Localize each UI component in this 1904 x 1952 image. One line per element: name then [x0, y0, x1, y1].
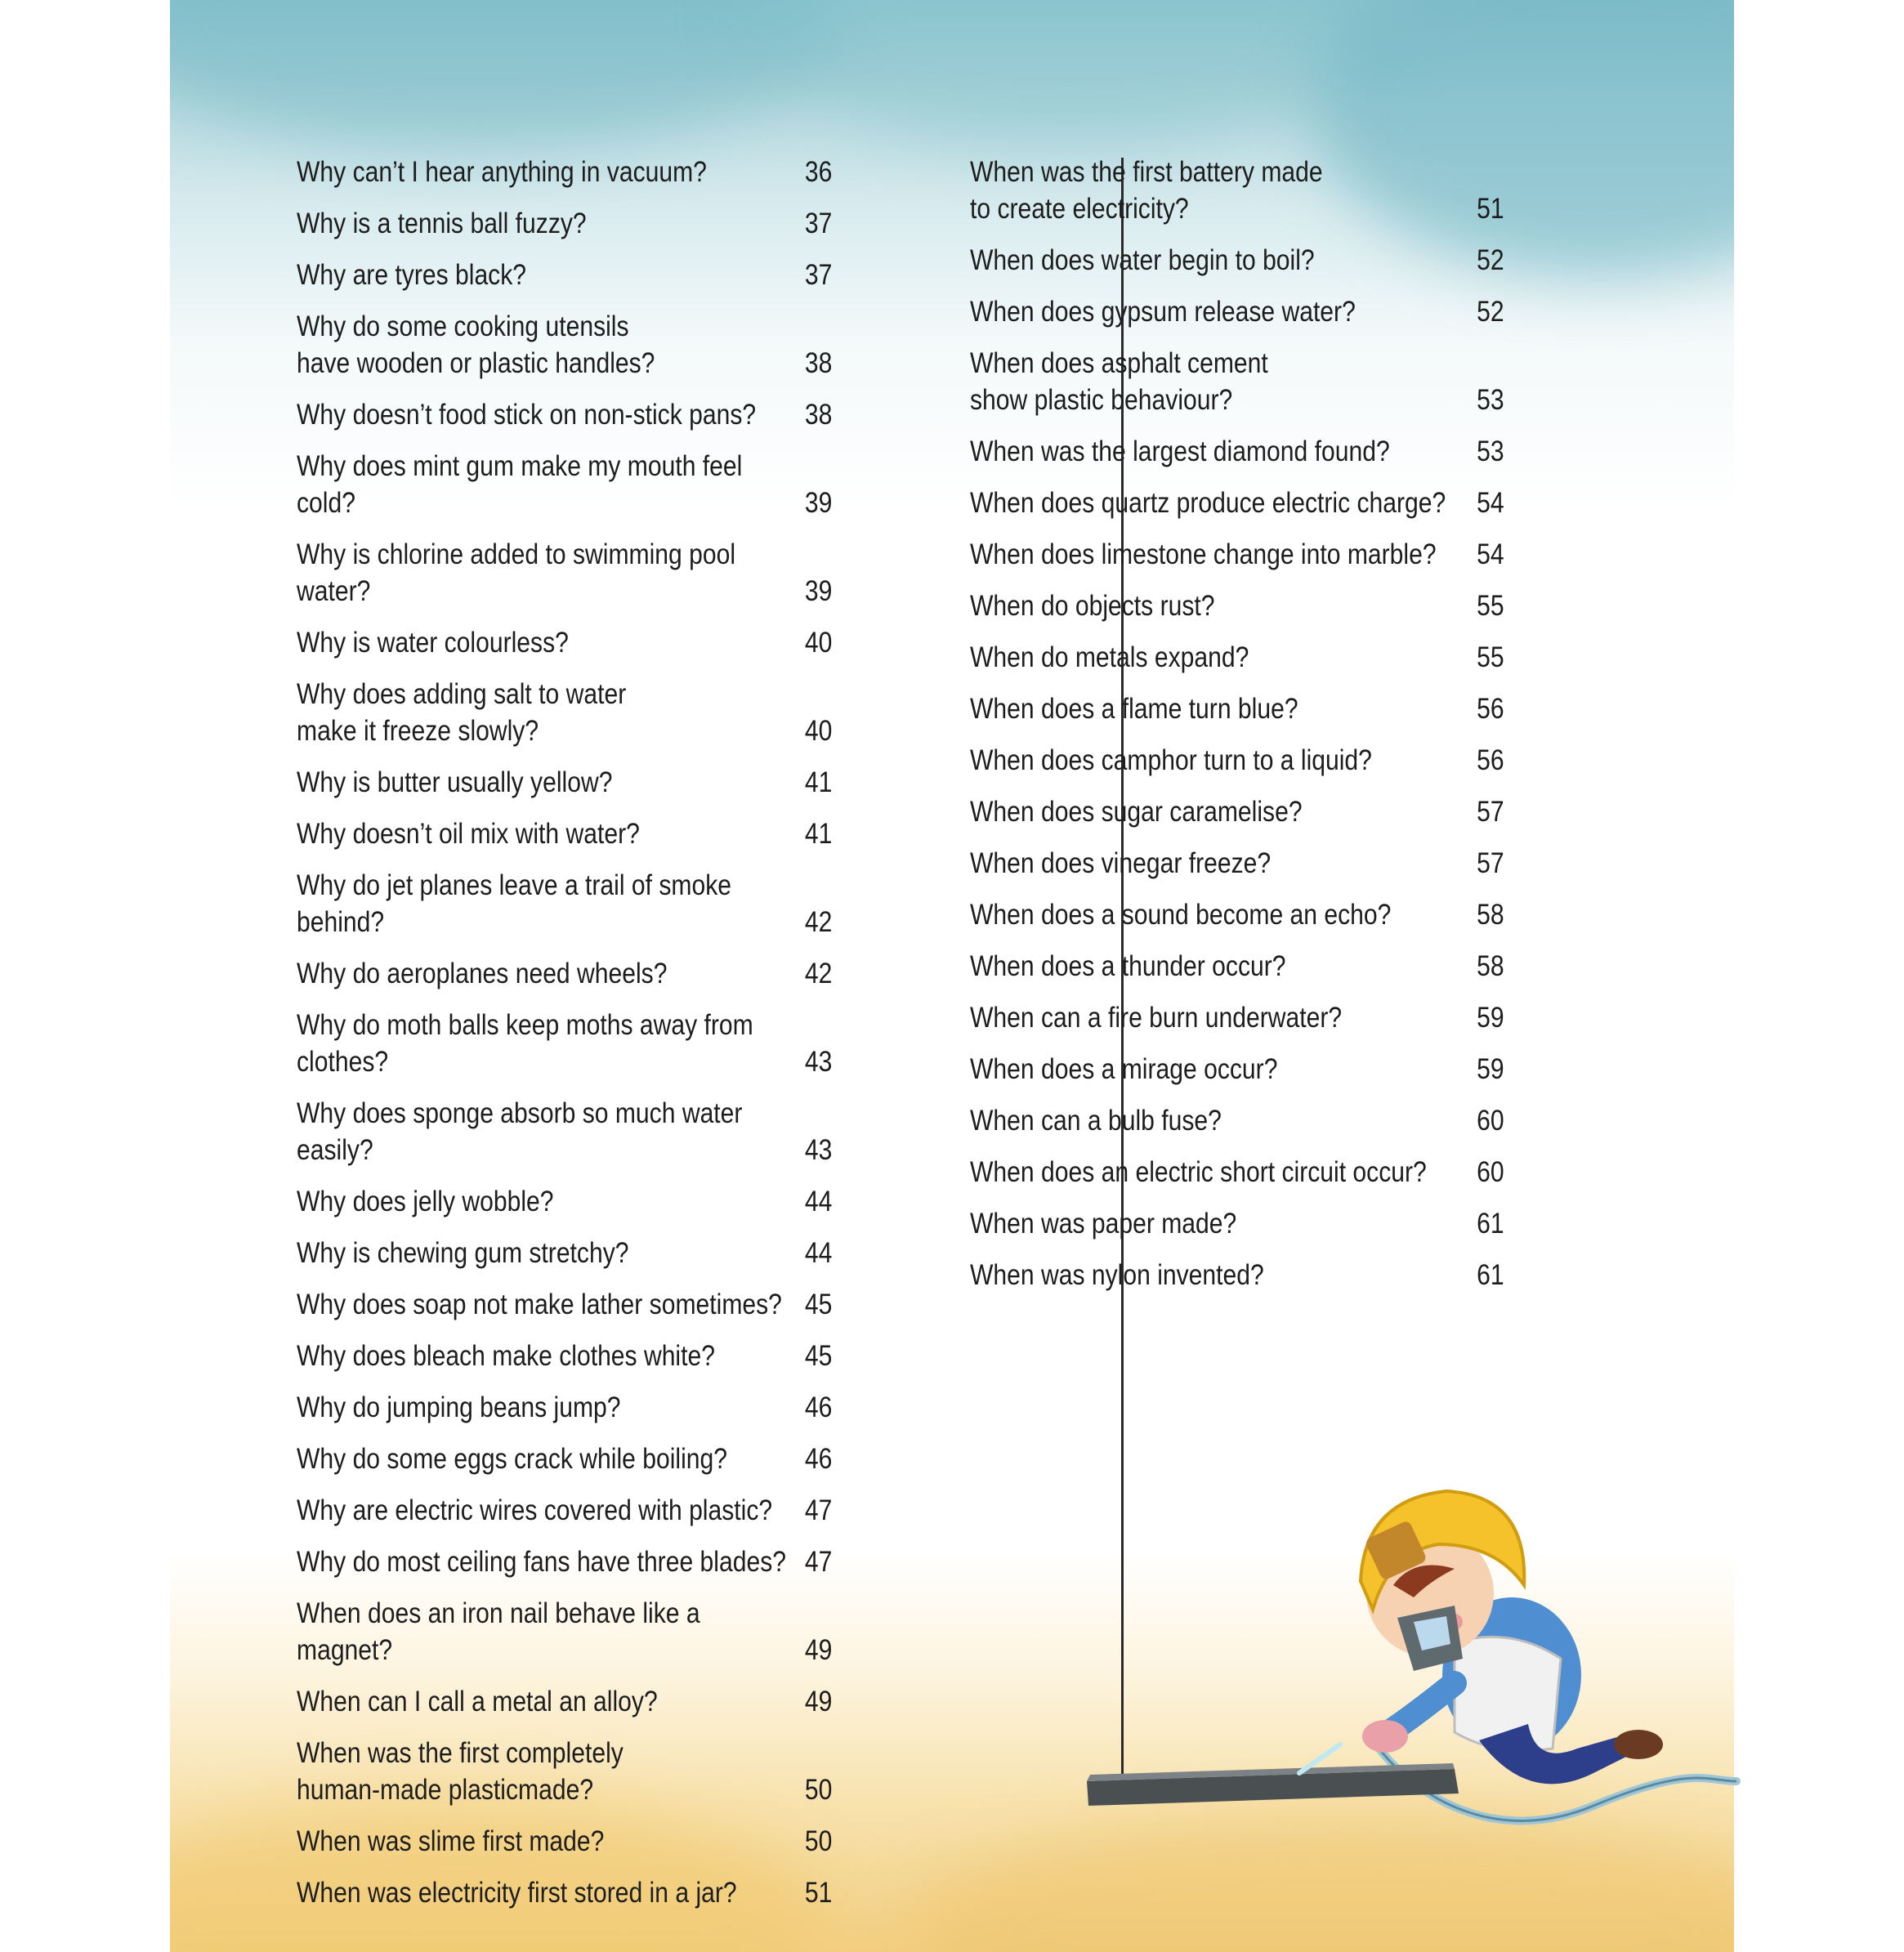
entry-question: Why are electric wires covered with plastic? — [297, 1494, 773, 1526]
entry-question: When can a fire burn underwater? — [970, 1002, 1343, 1034]
contents-entry — [297, 1095, 832, 1168]
contents-entry — [297, 815, 832, 852]
contents-entry — [970, 485, 1504, 521]
entry-page-number: 54 — [1477, 487, 1504, 519]
contents-entry — [297, 955, 832, 992]
entry-page-number: 41 — [804, 766, 833, 798]
contents-entry — [297, 1874, 832, 1911]
contents-right-column — [970, 154, 1591, 1308]
entry-question: When does limestone change into marble? — [970, 538, 1437, 570]
contents-entry — [297, 1286, 832, 1323]
entry-page-number: 37 — [804, 259, 833, 291]
contents-entry — [297, 676, 832, 749]
contents-entry — [970, 999, 1504, 1036]
entry-question: Why do most ceiling fans have three blades? — [297, 1546, 786, 1578]
contents-entry — [970, 536, 1504, 573]
entry-question: Why is water colourless? — [297, 627, 569, 659]
contents-entry — [970, 433, 1504, 470]
contents-entry — [297, 1735, 832, 1808]
entry-question: When can a bulb fuse? — [970, 1105, 1222, 1137]
contents-entry — [970, 1205, 1504, 1242]
contents-entry — [970, 154, 1504, 227]
entry-page-number: 61 — [1477, 1208, 1504, 1240]
entry-page-number: 53 — [1477, 436, 1504, 467]
entry-question: Why are tyres black? — [297, 259, 527, 291]
contents-entry — [970, 845, 1504, 882]
contents-entry — [297, 764, 832, 801]
entry-question: When does quartz produce electric charge? — [970, 487, 1446, 519]
entry-page-number: 42 — [804, 906, 833, 938]
entry-page-number: 47 — [804, 1494, 833, 1526]
entry-question: When does a sound become an echo? — [970, 899, 1392, 931]
entry-page-number: 45 — [804, 1340, 833, 1372]
entry-page-number: 57 — [1477, 847, 1504, 879]
contents-entry — [297, 1007, 832, 1080]
entry-page-number: 56 — [1477, 744, 1504, 776]
contents-entry — [297, 536, 832, 610]
entry-page-number: 50 — [804, 1774, 833, 1806]
entry-question: Why does bleach make clothes white? — [297, 1340, 715, 1372]
entry-question: Why does mint gum make my mouth feel cold? — [297, 450, 743, 519]
contents-entry — [297, 1183, 832, 1220]
contents-entry — [297, 448, 832, 521]
entry-question: When does sugar caramelise? — [970, 796, 1303, 828]
entry-page-number: 45 — [804, 1289, 833, 1320]
entry-page-number: 50 — [804, 1825, 833, 1857]
contents-entry — [297, 1595, 832, 1668]
contents-entry — [297, 205, 832, 242]
entry-question: Why do jumping beans jump? — [297, 1391, 621, 1423]
contents-entry — [970, 948, 1504, 985]
contents-entry — [297, 1235, 832, 1271]
sky-wash — [170, 0, 840, 147]
entry-page-number: 43 — [804, 1046, 833, 1078]
entry-page-number: 43 — [804, 1134, 833, 1166]
entry-page-number: 57 — [1477, 796, 1504, 828]
entry-page-number: 52 — [1477, 296, 1504, 328]
entry-page-number: 52 — [1477, 244, 1504, 276]
entry-page-number: 37 — [804, 208, 833, 239]
entry-question: When was the first completely human-made plasticmade? — [297, 1737, 623, 1806]
entry-page-number: 38 — [804, 347, 833, 379]
entry-page-number: 39 — [804, 575, 833, 607]
contents-entry — [970, 1051, 1504, 1088]
entry-question: When was the first battery made to create electricity? — [970, 156, 1323, 225]
contents-entry — [970, 690, 1504, 727]
entry-question: When can I call a metal an alloy? — [297, 1686, 658, 1717]
entry-question: When was slime first made? — [297, 1825, 605, 1857]
entry-page-number: 40 — [804, 627, 833, 659]
entry-question: When does gypsum release water? — [970, 296, 1356, 328]
entry-page-number: 59 — [1477, 1053, 1504, 1085]
entry-question: Why do jet planes leave a trail of smoke behind? — [297, 869, 732, 938]
entry-page-number: 38 — [804, 399, 833, 431]
entry-page-number: 47 — [804, 1546, 833, 1578]
entry-page-number: 53 — [1477, 384, 1504, 416]
entry-question: Why does sponge absorb so much water easily? — [297, 1097, 743, 1166]
entry-question: Why is chewing gum stretchy? — [297, 1237, 629, 1269]
entry-question: When do metals expand? — [970, 641, 1249, 673]
entry-question: Why can’t I hear anything in vacuum? — [297, 156, 707, 188]
entry-question: Why does adding salt to water make it freeze slowly? — [297, 678, 627, 747]
contents-entry — [297, 308, 832, 382]
entry-question: When does asphalt cement show plastic behaviour? — [970, 347, 1268, 416]
entry-question: When does a mirage occur? — [970, 1053, 1278, 1085]
contents-entry — [970, 1102, 1504, 1139]
contents-entry — [970, 345, 1504, 418]
entry-question: Why do some eggs crack while boiling? — [297, 1443, 728, 1475]
contents-entry — [297, 154, 832, 190]
entry-question: When was the largest diamond found? — [970, 436, 1390, 467]
entry-page-number: 58 — [1477, 950, 1504, 982]
entry-page-number: 46 — [804, 1391, 833, 1423]
contents-entry — [970, 639, 1504, 676]
entry-page-number: 40 — [804, 715, 833, 747]
contents-entry — [297, 257, 832, 293]
entry-question: Why is butter usually yellow? — [297, 766, 613, 798]
entry-page-number: 44 — [804, 1237, 833, 1269]
contents-entry — [970, 587, 1504, 624]
entry-question: When does an electric short circuit occur? — [970, 1156, 1427, 1188]
contents-entry — [297, 1338, 832, 1374]
entry-page-number: 49 — [804, 1686, 833, 1717]
entry-question: When does water begin to boil? — [970, 244, 1315, 276]
entry-page-number: 55 — [1477, 590, 1504, 622]
entry-page-number: 54 — [1477, 538, 1504, 570]
contents-entry — [970, 742, 1504, 779]
entry-question: Why do some cooking utensils have wooden or plastic handles? — [297, 310, 655, 379]
entry-question: When was electricity first stored in a jar? — [297, 1877, 737, 1909]
entry-question: Why doesn’t oil mix with water? — [297, 818, 640, 850]
entry-question: Why does soap not make lather sometimes? — [297, 1289, 782, 1320]
legs — [1479, 1724, 1643, 1784]
contents-entry — [297, 1823, 832, 1860]
entry-page-number: 42 — [804, 958, 833, 989]
contents-entry — [970, 242, 1504, 279]
contents-entry — [297, 1441, 832, 1477]
entry-page-number: 49 — [804, 1634, 833, 1666]
entry-page-number: 56 — [1477, 693, 1504, 725]
shoe — [1614, 1730, 1663, 1759]
contents-entry — [970, 293, 1504, 330]
entry-question: Why do aeroplanes need wheels? — [297, 958, 668, 989]
entry-question: Why doesn’t food stick on non-stick pans? — [297, 399, 757, 431]
contents-left-column — [297, 154, 919, 1926]
entry-question: Why does jelly wobble? — [297, 1186, 554, 1217]
entry-question: Why is a tennis ball fuzzy? — [297, 208, 587, 239]
entry-question: When does an iron nail behave like a magnet? — [297, 1597, 700, 1666]
contents-entry — [297, 1543, 832, 1580]
entry-page-number: 36 — [804, 156, 833, 188]
entry-question: Why is chlorine added to swimming pool water? — [297, 538, 736, 607]
entry-page-number: 60 — [1477, 1105, 1504, 1137]
entry-question: Why do moth balls keep moths away from clothes? — [297, 1009, 753, 1078]
contents-entry — [297, 1683, 832, 1720]
entry-page-number: 59 — [1477, 1002, 1504, 1034]
entry-question: When does a flame turn blue? — [970, 693, 1298, 725]
entry-question: When does camphor turn to a liquid? — [970, 744, 1372, 776]
entry-page-number: 39 — [804, 487, 833, 519]
glove — [1362, 1720, 1408, 1753]
entry-page-number: 58 — [1477, 899, 1504, 931]
entry-question: When does vinegar freeze? — [970, 847, 1272, 879]
contents-entry — [297, 1389, 832, 1426]
welder-boy-illustration — [1070, 1422, 1741, 1879]
contents-entry — [970, 1257, 1504, 1293]
contents-entry — [297, 1492, 832, 1529]
entry-page-number: 46 — [804, 1443, 833, 1475]
contents-entry — [297, 396, 832, 433]
entry-page-number: 60 — [1477, 1156, 1504, 1188]
sky-wash — [742, 0, 1396, 147]
entry-page-number: 61 — [1477, 1259, 1504, 1291]
entry-page-number: 55 — [1477, 641, 1504, 673]
entry-page-number: 44 — [804, 1186, 833, 1217]
entry-question: When does a thunder occur? — [970, 950, 1286, 982]
contents-entry — [297, 624, 832, 661]
contents-entry — [970, 896, 1504, 933]
entry-question: When do objects rust? — [970, 590, 1215, 622]
contents-entry — [970, 1154, 1504, 1190]
contents-entry — [297, 867, 832, 940]
entry-question: When was nylon invented? — [970, 1259, 1264, 1291]
entry-page-number: 51 — [1477, 193, 1504, 225]
entry-page-number: 51 — [804, 1877, 833, 1909]
contents-entry — [970, 793, 1504, 830]
entry-question: When was paper made? — [970, 1208, 1237, 1240]
entry-page-number: 41 — [804, 818, 833, 850]
